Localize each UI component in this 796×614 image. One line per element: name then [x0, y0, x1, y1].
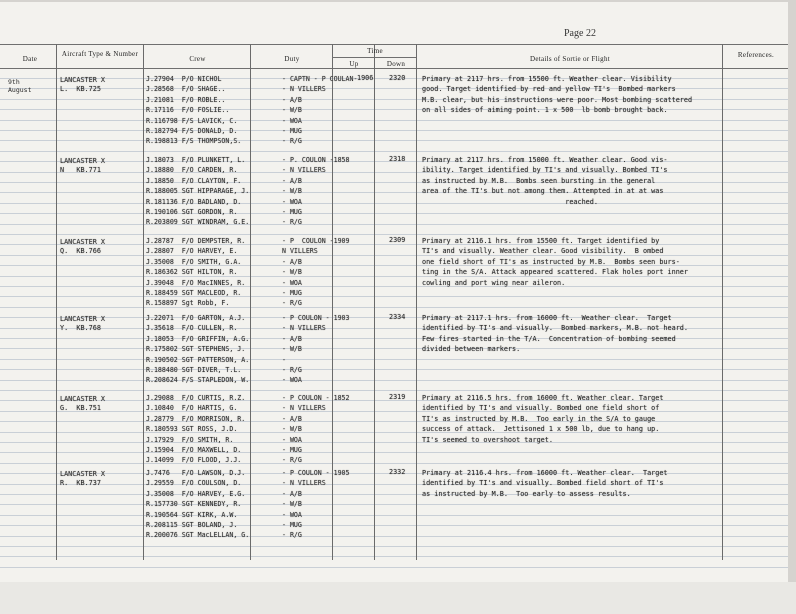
crew-member: R.208115 SGT BOLAND, J.: [146, 520, 238, 529]
crew-member: J.17929 F/O SMITH, R.: [146, 435, 234, 444]
date-cell: [8, 78, 31, 94]
col-references: References.: [737, 51, 775, 59]
duty-cell: [282, 155, 350, 228]
duty-entry: - A/B: [282, 176, 302, 185]
ruled-line: [0, 556, 788, 557]
aircraft-cell: [60, 76, 105, 94]
crew-member: J.35618 F/O CULLEN, R.: [146, 324, 238, 333]
column-rule: [416, 44, 417, 560]
aircraft-line: Y. KB.768: [60, 324, 101, 332]
duty-entry: - MUG: [282, 207, 302, 216]
ruled-line: [0, 525, 788, 526]
col-time: Time: [367, 47, 383, 55]
duty-entry: - R/G: [282, 456, 302, 465]
duty-entry: - N VILLERS: [282, 166, 326, 175]
date-month: August: [8, 86, 32, 94]
details-line: good. Target identified by red and yellow TI's Bombed markers: [422, 85, 676, 94]
crew-cell: [146, 236, 245, 309]
duty-entry: - W/B: [282, 500, 302, 509]
column-rule: [722, 44, 723, 560]
col-aircraft: Aircraft Type & Number: [61, 50, 139, 58]
crew-member: R.188459 SGT MACLEOD, R.: [146, 288, 242, 297]
duty-cell: [282, 236, 350, 309]
crew-member: R.190502 SGT PATTERSON, A.: [146, 355, 250, 364]
col-time-down: Down: [386, 60, 406, 68]
duty-entry: - N VILLERS: [282, 85, 326, 94]
duty-entry: - W/B: [282, 187, 302, 196]
crew-member: J.29088 F/O CURTIS, R.Z.: [146, 394, 246, 402]
crew-member: R.180593 SGT ROSS, J.D.: [146, 425, 238, 434]
aircraft-line: LANCASTER X: [60, 238, 106, 246]
crew-member: J.27904 P/O NICHOL: [146, 75, 222, 83]
time-down: 2320: [389, 74, 406, 82]
aircraft-line: LANCASTER X: [60, 157, 106, 165]
crew-member: J.18850 F/O CLAYTON, F.: [146, 176, 242, 185]
crew-member: R.186362 SGT HILTON, R.: [146, 268, 238, 277]
col-date: Date: [22, 55, 38, 63]
crew-member: R.175802 SGT STEPHENS, J.: [146, 345, 246, 354]
ruled-line: [0, 234, 788, 235]
aircraft-line: R. KB.737: [60, 479, 101, 487]
crew-member: R.188005 SGT HIPPARAGE, J.: [146, 187, 250, 196]
column-rule: [56, 44, 57, 560]
sortie-details: [422, 313, 722, 355]
crew-cell: [146, 155, 249, 228]
details-line: Primary at 2117 hrs. from 15000 ft. Weather clear. Good vis-: [422, 156, 668, 164]
duty-entry: - N VILLERS: [282, 324, 326, 333]
crew-member: J.18073 F/O PLUNKETT, L.: [146, 156, 246, 164]
sortie-details: [422, 468, 722, 499]
aircraft-line: N KB.771: [60, 166, 101, 174]
crew-member: J.18053 F/O GRIFFIN, A.G.: [146, 334, 250, 343]
header-rule: [0, 68, 788, 69]
aircraft-cell: [60, 238, 105, 256]
ruled-line: [0, 536, 788, 537]
sortie-details: [422, 236, 722, 288]
ruled-line: [0, 452, 788, 453]
aircraft-cell: [60, 470, 105, 488]
crew-member: J.28779 F/O MORRISON, R.: [146, 414, 246, 423]
duty-entry: N VILLERS: [282, 247, 318, 256]
crew-member: R.182794 F/S DONALD, D.: [146, 126, 238, 135]
duty-entry: - R/G: [282, 365, 302, 374]
time-down: 2309: [389, 236, 406, 244]
ruled-line: [0, 567, 788, 568]
crew-member: R.198813 F/S THOMPSON,S.: [146, 137, 242, 146]
crew-cell: [146, 313, 249, 386]
ruled-line: [0, 390, 788, 391]
ruled-line: [0, 463, 788, 464]
time-down: 2332: [389, 468, 406, 476]
details-line: TI's seemed to overshoot target.: [422, 435, 553, 444]
details-line: as instructed by M.B. Bombs seen bursting in the general: [422, 176, 656, 185]
crew-member: J.18880 F/O CARDEN, R.: [146, 166, 238, 175]
duty-entry: - MUG: [282, 126, 302, 135]
ruled-line: [0, 130, 788, 131]
duty-entry: - P COULON - 1905: [282, 469, 350, 477]
sortie-details: [422, 74, 722, 116]
duty-entry: - R/G: [282, 218, 302, 227]
col-crew: Crew: [189, 55, 206, 63]
crew-member: R.190564 SGT KIRK, A.W.: [146, 510, 238, 519]
ruled-line: [0, 224, 788, 225]
crew-member: J.28807 F/O HARVEY, E.: [146, 247, 238, 256]
details-line: identified by TI's and visually. Bombed one field short of: [422, 404, 660, 413]
crew-member: R.208624 F/S STAPLEDON, W.: [146, 376, 250, 385]
crew-member: J.10840 F/O HARTIS, G.: [146, 404, 238, 413]
ruled-line: [0, 369, 788, 370]
duty-entry: - P COULON - 1852: [282, 394, 350, 402]
crew-cell: [146, 468, 249, 541]
details-line: identified by TI's and visually. Bombed field short of TI's: [422, 479, 664, 488]
duty-entry: - R/G: [282, 299, 302, 308]
crew-member: R.190106 SGT GORDON, R.: [146, 207, 238, 216]
duty-entry: - A/B: [282, 489, 302, 498]
ruled-line: [0, 120, 788, 121]
duty-entry: - CAPTN - P COULAN-: [282, 75, 358, 83]
col-time-up: Up: [349, 60, 359, 68]
details-line: cowling and port wing near aileron.: [422, 278, 566, 287]
crew-member: J.7476 F/O LAWSON, D.J.: [146, 469, 246, 477]
ruled-line: [0, 151, 788, 152]
crew-member: R.116798 F/S LAVICK, C.: [146, 116, 238, 125]
details-line: Few fires started in the T/A. Concentration of bombing seemed: [422, 334, 676, 343]
ruled-line: [0, 307, 788, 308]
duty-entry: - A/B: [282, 334, 302, 343]
duty-entry: - W/B: [282, 268, 302, 277]
duty-entry: - N VILLERS: [282, 404, 326, 413]
ruled-line: [0, 380, 788, 381]
column-rule: [250, 44, 251, 560]
details-line: reached.: [422, 197, 598, 206]
aircraft-cell: [60, 395, 105, 413]
col-details: Details of Sortie or Flight: [529, 55, 611, 63]
column-rule: [374, 44, 375, 560]
details-line: Primary at 2116.1 hrs. from 15500 ft. Target identified by: [422, 237, 660, 245]
crew-member: J.21081 F/O ROBLE..: [146, 95, 226, 104]
crew-member: J.15904 F/O MAXWELL, D.: [146, 445, 242, 454]
duty-entry: - MUG: [282, 288, 302, 297]
aircraft-line: LANCASTER X: [60, 470, 106, 478]
duty-cell: [282, 393, 350, 466]
duty-entry: - WOA: [282, 116, 302, 125]
duty-entry: - MUG: [282, 445, 302, 454]
details-line: identified by TI's and visually. Bombed markers, M.B. not heard.: [422, 324, 688, 333]
duty-entry: - N VILLERS: [282, 479, 326, 488]
ruled-line: [0, 296, 788, 297]
crew-member: J.22071 F/O GARTON, A.J.: [146, 314, 246, 322]
duty-cell: [282, 74, 357, 147]
duty-entry: - R/G: [282, 531, 302, 540]
details-line: Primary at 2116.4 hrs. from 16000 ft. Weather clear. Target: [422, 469, 668, 477]
details-line: Primary at 2116.5 hrs. from 16000 ft. Weather clear. Target: [422, 394, 664, 402]
crew-member: J.28787 F/O DEMPSTER, R.: [146, 237, 246, 245]
aircraft-line: LANCASTER X: [60, 76, 106, 84]
details-line: one field short of TI's as instructed by M.B. Bombs seen burs-: [422, 257, 680, 266]
duty-entry: - W/B: [282, 425, 302, 434]
page-number: Page 22: [564, 28, 596, 39]
duty-cell: [282, 468, 350, 541]
crew-cell: [146, 74, 241, 147]
duty-entry: - W/B: [282, 106, 302, 115]
details-line: TI's as instructed by M.B. Too early in the S/A to gauge: [422, 414, 656, 423]
duty-entry: - MUG: [282, 520, 302, 529]
crew-member: R.181136 F/O BADLAND, D.: [146, 197, 242, 206]
page-edge: [0, 582, 796, 614]
sortie-details: [422, 155, 722, 207]
crew-member: J.29559 F/O COULSON, D.: [146, 479, 242, 488]
duty-entry: - R/G: [282, 137, 302, 146]
crew-member: J.35008 F/O HARVEY, E.G.: [146, 489, 246, 498]
details-line: Primary at 2117 hrs. from 15500 ft. Weather clear. Visibility: [422, 75, 672, 83]
duty-entry: - A/B: [282, 414, 302, 423]
duty-entry: - P COULON -1909: [282, 237, 350, 245]
details-line: on all sides of aiming point. 1 x 500 lb bomb brought back.: [422, 106, 668, 115]
duty-entry: - WOA: [282, 278, 302, 287]
crew-member: R.157730 SGT KENNEDY, R.: [146, 500, 242, 509]
aircraft-line: L. KB.725: [60, 85, 101, 93]
details-line: ibility. Target identified by TI's and visually. Bombed TI's: [422, 166, 668, 175]
details-line: as instructed by M.B. Too early to assess results.: [422, 489, 631, 498]
duty-entry: - W/B: [282, 345, 302, 354]
details-line: M.B. clear, but his instructions were poor. Most bombing scattered: [422, 95, 693, 104]
crew-member: J.39048 F/O MacINNES, R.: [146, 278, 246, 287]
header-rule: [0, 44, 788, 45]
duty-entry: -: [282, 355, 286, 364]
aircraft-line: Q. KB.766: [60, 247, 101, 255]
crew-member: R.200076 SGT MacLELLAN, G.: [146, 531, 250, 540]
aircraft-cell: [60, 157, 105, 175]
crew-member: R.158897 Sgt Robb, F.: [146, 299, 230, 308]
details-line: ting in the S/A. Attack appeared scattered. Flak holes port inner: [422, 268, 688, 277]
aircraft-line: LANCASTER X: [60, 315, 106, 323]
crew-member: J.28568 F/O SHAGE..: [146, 85, 226, 94]
duty-entry: - WOA: [282, 435, 302, 444]
details-line: divided between markers.: [422, 345, 521, 354]
ruled-line: [0, 359, 788, 360]
crew-cell: [146, 393, 245, 466]
aircraft-line: LANCASTER X: [60, 395, 106, 403]
duty-entry: - WOA: [282, 197, 302, 206]
time-subheader-rule: [332, 57, 416, 58]
time-up: 1906: [357, 74, 374, 82]
crew-member: R.188480 SGT DIVER, T.L.: [146, 365, 242, 374]
sortie-details: [422, 393, 722, 445]
duty-entry: - A/B: [282, 95, 302, 104]
crew-member: J.35008 F/O SMITH, G.A.: [146, 257, 242, 266]
ruled-line: [0, 546, 788, 547]
duty-entry: - A/B: [282, 257, 302, 266]
date-day: 9th: [8, 78, 20, 86]
time-down: 2318: [389, 155, 406, 163]
ruled-line: [0, 140, 788, 141]
duty-entry: - WOA: [282, 510, 302, 519]
details-line: TI's and visually. Weather clear. Good visibility. B ombed: [422, 247, 664, 256]
duty-entry: - WOA: [282, 376, 302, 385]
col-duty: Duty: [284, 55, 300, 63]
crew-member: J.14099 F/O FLOOD, J.J.: [146, 456, 242, 465]
crew-member: R.17116 F/O FOSLIE..: [146, 106, 230, 115]
column-rule: [143, 44, 144, 560]
details-line: area of the TI's but not among them. Attempted in at at was: [422, 187, 664, 196]
duty-entry: - P COULON - 1903: [282, 314, 350, 322]
details-line: Primary at 2117.1 hrs. from 16000 ft. Weather clear. Target: [422, 314, 672, 322]
ruled-line: [0, 515, 788, 516]
crew-member: R.203809 SGT WINDRAM, G.E.: [146, 218, 250, 227]
time-down: 2334: [389, 313, 406, 321]
aircraft-line: G. KB.751: [60, 404, 101, 412]
ruled-line: [0, 504, 788, 505]
duty-cell: [282, 313, 350, 386]
time-down: 2319: [389, 393, 406, 401]
aircraft-cell: [60, 315, 105, 333]
duty-entry: - P. COULON -1858: [282, 156, 350, 164]
details-line: success of attack. Jettisoned 1 x 500 lb, due to hang up.: [422, 425, 660, 434]
ruled-line: [0, 213, 788, 214]
